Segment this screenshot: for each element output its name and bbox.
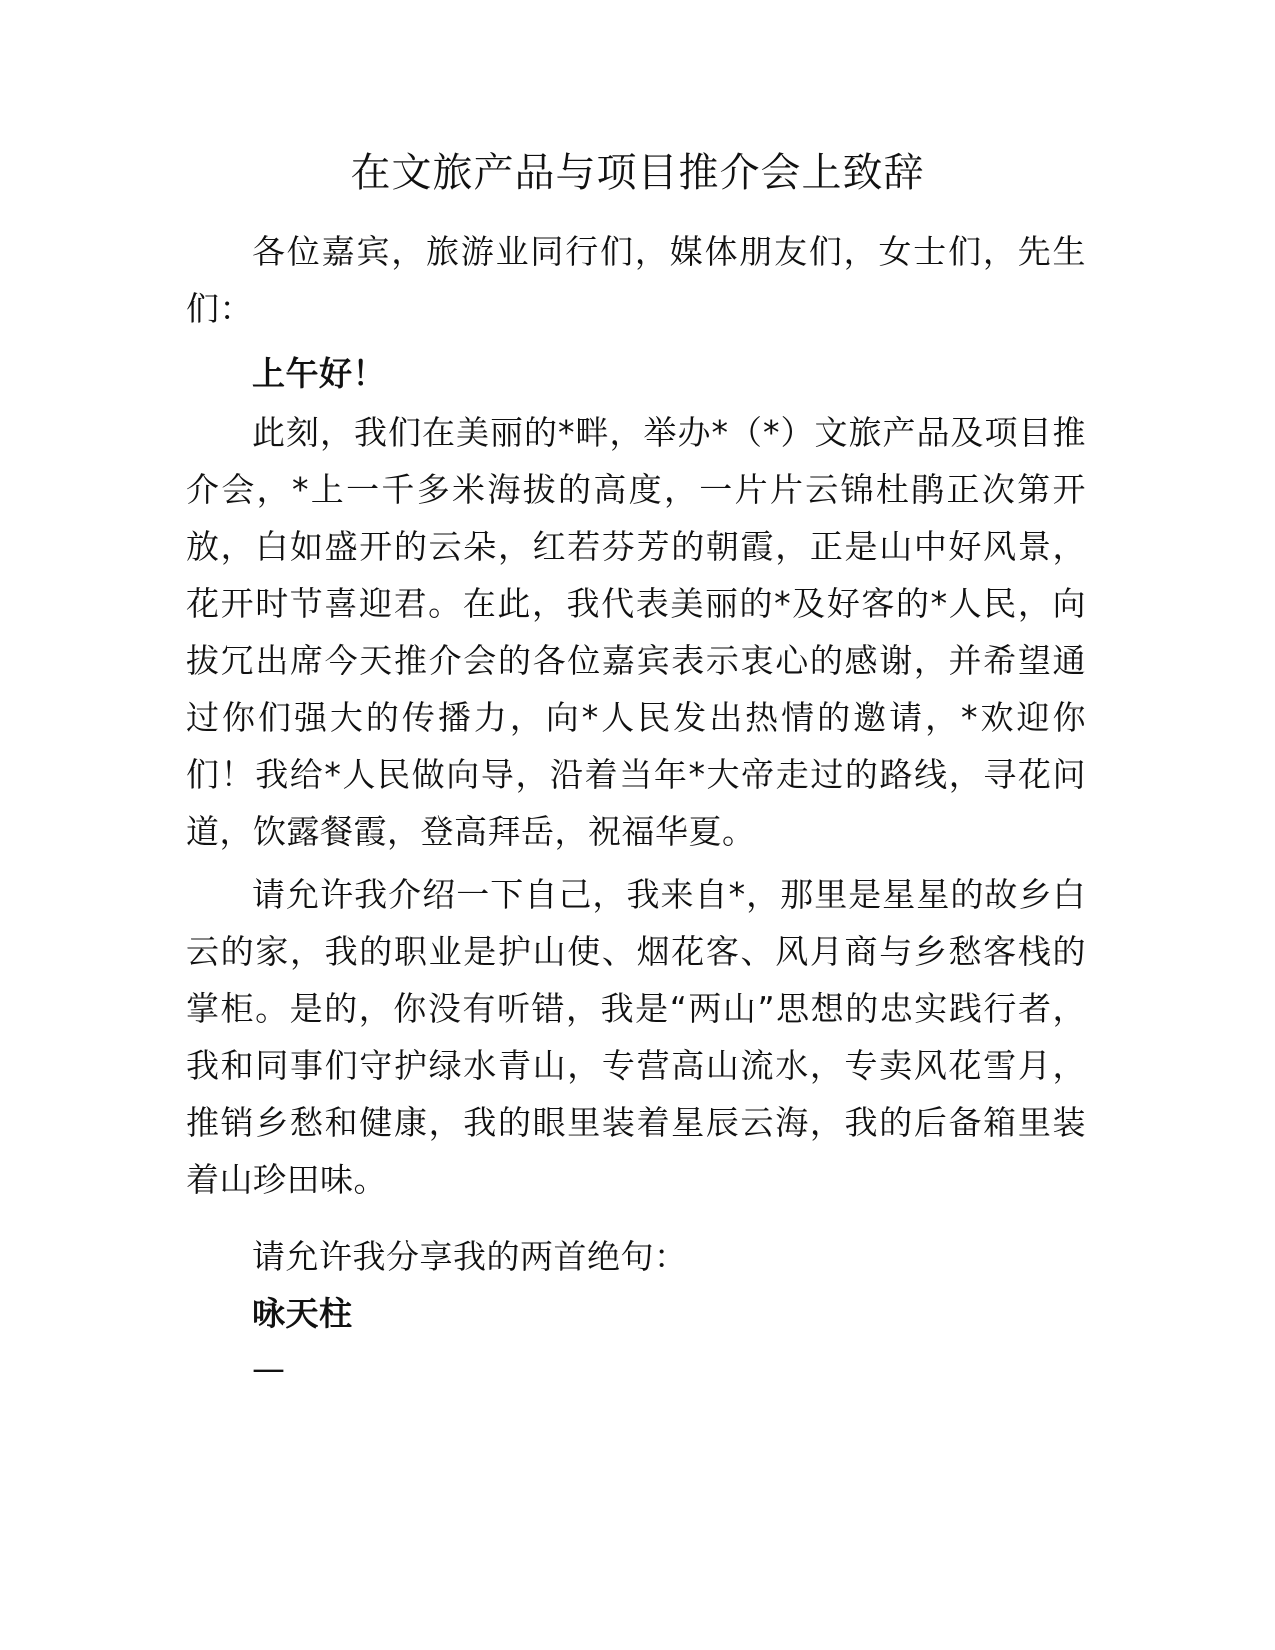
paragraph-self-introduction: 请允许我介绍一下自己，我来自*，那里是星星的故乡白云的家，我的职业是护山使、烟花客、风月商与乡愁客栈的掌柜。是的，你没有听错，我是“两山”思想的忠实践行者，我和同事们守护绿水青山，专营高山流水，专卖风花雪月，推销乡愁和健康，我的眼里装着星辰云海，我的后备箱里装着山珍田味。 [186, 875, 1086, 1199]
document-title: 在文旅产品与项目推介会上致辞 [350, 150, 925, 196]
poem-title: 咏天柱 [252, 1294, 353, 1333]
paragraph-morning: 上午好！ [252, 354, 386, 393]
paragraph-intro: 此刻，我们在美丽的*畔，举办*（*）文旅产品及项目推介会，*上一千多米海拔的高度，一片片云锦杜鹃正次第开放，白如盛开的云朵，红若芬芳的朝霞，正是山中好风景，花开时节喜迎君。在此，我代表美丽的*及好客的*人民，向拔冗出席今天推介会的各位嘉宾表示衷心的感谢，并希望通过你们强大的传播力，向*人民发出热情的邀请，*欢迎你们！我给*人民做向导，沿着当年*大帝走过的路线，寻花问道，饮露餐霞，登高拜岳，祝福华夏。 [186, 413, 1086, 851]
paragraph-share-poems: 请允许我分享我的两首绝句： [252, 1237, 688, 1276]
paragraph-greeting: 各位嘉宾，旅游业同行们，媒体朋友们，女士们，先生们： [186, 232, 1086, 328]
poem-line: — [252, 1349, 286, 1388]
